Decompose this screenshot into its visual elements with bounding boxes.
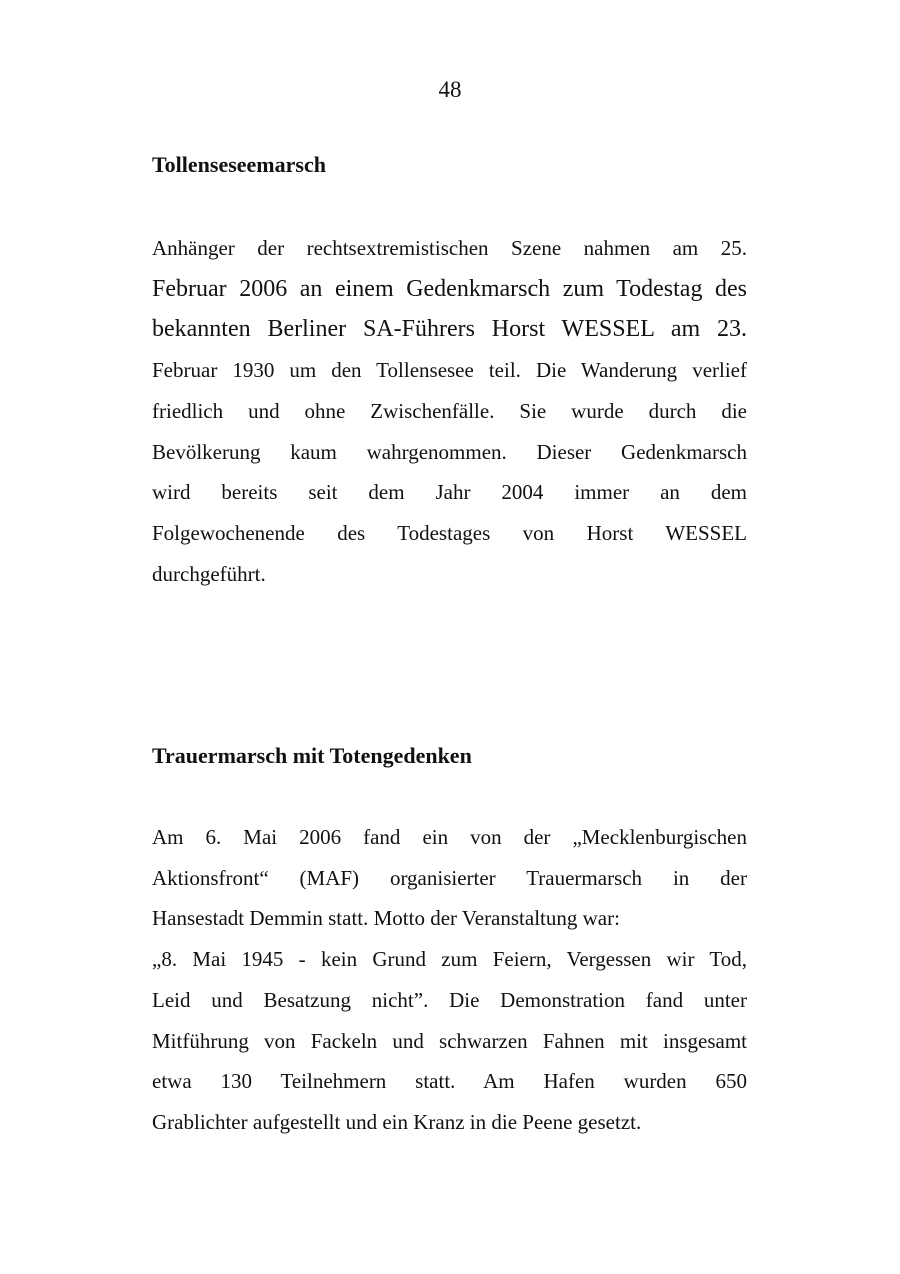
paragraph-line: friedlich und ohne Zwischenfälle. Sie wurde durch die (152, 398, 747, 423)
paragraph-line: Februar 1930 um den Tollensesee teil. Die Wanderung verlief (152, 358, 747, 383)
paragraph-line: Am 6. Mai 2006 fand ein von der „Mecklenburgischen (152, 825, 747, 849)
paragraph-tollenseseemarsch (152, 228, 747, 594)
paragraph-line: Folgewochenende des Todestages von Horst WESSEL (152, 520, 747, 545)
paragraph-line: Grablichter aufgestellt und ein Kranz in die Peene gesetzt. (152, 1109, 642, 1134)
section-title-trauermarsch: Trauermarsch mit Totengedenken (152, 743, 472, 768)
paragraph-line: Anhänger der rechtsextremistischen Szene nahmen am 25. (152, 236, 747, 260)
page-number: 48 (438, 77, 462, 102)
paragraph-line: Aktionsfront“ (MAF) organisierter Trauermarsch in der (152, 865, 747, 890)
section-title-tollenseseemarsch: Tollenseseemarsch (152, 152, 326, 177)
paragraph-line: wird bereits seit dem Jahr 2004 immer an dem (152, 480, 747, 505)
paragraph-line: Leid und Besatzung nicht”. Die Demonstration fand unter (152, 987, 747, 1012)
paragraph-line: bekannten Berliner SA-Führers Horst WESSEL am 23. (152, 316, 747, 343)
paragraph-line: Hansestadt Demmin statt. Motto der Veranstaltung war: (152, 906, 620, 931)
paragraph-line: etwa 130 Teilnehmern statt. Am Hafen wurden 650 (152, 1069, 747, 1094)
paragraph-line: durchgeführt. (152, 561, 266, 586)
paragraph-line: Februar 2006 an einem Gedenkmarsch zum Todestag des (152, 275, 747, 302)
paragraph-line: Bevölkerung kaum wahrgenommen. Dieser Gedenkmarsch (152, 439, 747, 464)
paragraph-line: Mitführung von Fackeln und schwarzen Fahnen mit insgesamt (152, 1028, 747, 1053)
paragraph-line: „8. Mai 1945 - kein Grund zum Feiern, Vergessen wir Tod, (152, 947, 747, 972)
paragraph-trauermarsch (152, 817, 747, 1143)
